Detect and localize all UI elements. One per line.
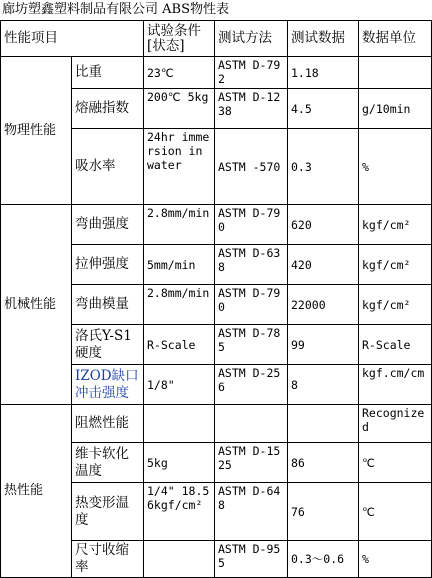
method-cell: ASTM -570 [215,129,288,205]
condition-cell: 2.8mm/min [144,285,215,325]
unit-cell: R-Scale [359,325,432,365]
condition-cell: 5kg [144,443,215,483]
value-cell: 420 [288,245,359,285]
method-cell: ASTM D-638 [215,245,288,285]
condition-cell: 23℃ [144,57,215,89]
header-row [1,21,432,57]
method-cell: ASTM D-792 [215,57,288,89]
property-cell: 比重 [72,57,144,89]
property-cell: 拉伸强度 [72,245,144,285]
category-physical: 物理性能 [1,57,72,205]
value-cell: 22000 [288,285,359,325]
method-cell: ASTM D-1238 [215,89,288,129]
condition-cell: 5mm/min [144,245,215,285]
condition-cell [144,541,215,578]
table-row [1,205,432,245]
value-cell: 0.3～0.6 [288,541,359,578]
value-cell: 99 [288,325,359,365]
header-value: 测试数据 [288,21,359,57]
unit-cell: g/10min [359,89,432,129]
method-cell: ASTM D-790 [215,205,288,245]
property-cell: IZOD缺口冲击强度 [72,365,144,405]
value-cell: 86 [288,443,359,483]
unit-cell: % [359,129,432,205]
property-cell: 弯曲强度 [72,205,144,245]
method-cell: ASTM D-790 [215,285,288,325]
document-title: 廊坊塑鑫塑料制品有限公司 ABS物性表 [2,2,229,17]
method-cell: ASTM D-955 [215,541,288,578]
method-cell: ASTM D-256 [215,365,288,405]
condition-cell: 1/8" [144,365,215,405]
condition-cell: 1/4" 18.56kgf/cm² [144,483,215,541]
properties-table [0,20,432,578]
category-thermal: 热性能 [1,405,72,578]
value-cell: 1.18 [288,57,359,89]
value-cell: 0.3 [288,129,359,205]
category-mechanical: 机械性能 [1,205,72,405]
property-cell: 维卡软化温度 [72,443,144,483]
unit-cell [359,57,432,89]
unit-cell: Recognized [359,405,432,443]
condition-cell: 24hr immersion in water [144,129,215,205]
property-cell: 热变形温度 [72,483,144,541]
method-cell [215,405,288,443]
condition-cell: 2.8mm/min [144,205,215,245]
unit-cell: ℃ [359,483,432,541]
property-cell: 尺寸收缩率 [72,541,144,578]
unit-cell: ℃ [359,443,432,483]
unit-cell: kgf/cm² [359,245,432,285]
value-cell: 4.5 [288,89,359,129]
condition-cell [144,405,215,443]
header-condition: 试验条件[状态] [144,21,215,57]
property-cell: 弯曲模量 [72,285,144,325]
value-cell: 620 [288,205,359,245]
header-method: 测试方法 [215,21,288,57]
method-cell: ASTM D-785 [215,325,288,365]
property-cell: 洛氏Y-S1硬度 [72,325,144,365]
unit-cell: kgf.cm/cm [359,365,432,405]
header-property: 性能项目 [1,21,144,57]
table-row [1,57,432,89]
method-cell: ASTM D-648 [215,483,288,541]
property-cell: 阻燃性能 [72,405,144,443]
table-row [1,405,432,443]
header-unit: 数据单位 [359,21,432,57]
value-cell: 76 [288,483,359,541]
unit-cell: kgf/cm² [359,205,432,245]
property-cell: 吸水率 [72,129,144,205]
condition-cell: 200℃ 5kg [144,89,215,129]
property-cell: 熔融指数 [72,89,144,129]
unit-cell: % [359,541,432,578]
method-cell: ASTM D-1525 [215,443,288,483]
value-cell [288,405,359,443]
unit-cell: kgf/cm² [359,285,432,325]
condition-cell: R-Scale [144,325,215,365]
value-cell: 8 [288,365,359,405]
